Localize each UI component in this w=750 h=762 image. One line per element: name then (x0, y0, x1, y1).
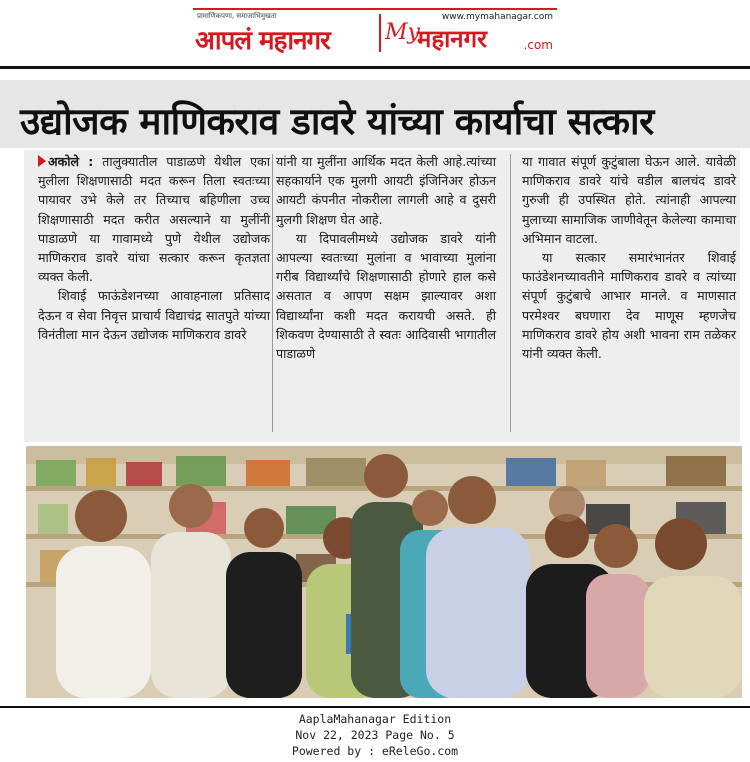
masthead-url[interactable]: www.mymahanagar.com (441, 12, 553, 22)
article-column-2 (276, 152, 496, 363)
masthead-right (383, 10, 557, 54)
footer-date-page: Nov 22, 2023 Page No. 5 (295, 728, 455, 742)
article-paragraph: या सत्कार समारंभानंतर शिवाई फाउंडेशनच्यावतीने माणिकराव डावरे व त्यांच्या संपूर्ण कुटुंबाचे आभार मानले. व माणसात परमेश्वर बघणारा देव माणूस म्हणजेच माणिकराव डावरे होय अशी भावना राम तळेकर यांनी व्यक्त केली. (522, 250, 736, 362)
footer-edition: AaplaMahanagar Edition (298, 712, 452, 726)
article-column-1 (38, 152, 270, 344)
article-column-3 (522, 152, 736, 363)
article-headline: उद्योजक माणिकराव डावरे यांच्या कार्याचा सत्कार (20, 100, 654, 143)
masthead-divider (379, 14, 381, 52)
masthead-my: My (385, 20, 420, 45)
column-divider (510, 154, 511, 432)
group-photo-icon (26, 446, 742, 698)
article-paragraph: या दिपावलीमध्ये उद्योजक डावरे यांनी आपल्या स्वतःच्या मुलांना व भावाच्या मुलांना गरीब विद्यार्थ्यांचे शिक्षणासाठी होणारे हाल कसे असतात व आपण सक्षम झाल्यावर अशा विद्यार्थ्यांना कशी मदत करायची असते. ही शिकवण देण्यासाठी ते स्वतः आदिवासी भागातील पाडाळणे (276, 230, 496, 362)
article-paragraph: या गावात संपूर्ण कुटुंबाला घेऊन आले. यावेळी माणिकराव डावरे यांचे वडील बालचंद डावरे गुरुजी ही उपस्थित होते. त्यांनाही आपल्या मुलाच्या सामाजिक जाणीवेतून केलेल्या कामाचा अभिमान वाटला. (522, 154, 736, 246)
dateline: अकोले : (48, 154, 94, 169)
masthead (0, 0, 750, 62)
footer-powered-by[interactable]: Powered by : eReleGo.com (291, 744, 459, 758)
headline-band (0, 80, 750, 148)
masthead-tagline: प्रामाणिकपणा, समाजाभिमुखता (197, 12, 277, 20)
masthead-left (193, 10, 383, 54)
column-divider (272, 154, 273, 432)
article-paragraph: यांनी या मुलींना आर्थिक मदत केली आहे.त्यांच्या सहकार्याने एक मुलगी आयटी इंजिनिअर होऊन आयटी कंपनीत नोकरीला लागली आहे व दुसरी मुलगी शिक्षण घेत आहे. (276, 154, 496, 227)
edition-footer (0, 711, 750, 762)
masthead-logo[interactable] (193, 8, 557, 54)
top-rule (0, 66, 750, 69)
masthead-dotcom: .com (523, 38, 553, 52)
paragraph-text: तालुक्यातील पाडाळणे येथील एका मुलीला शिक्षणासाठी मदत करून तिला स्वतःच्या पायावर उभे केले तर तिच्याच बहिणीला उच्च शिक्षणासाठी मदत करीत असल्याने या मुलींनी पाडाळणे या गावामध्ये पुणे येथील उद्योजक माणिकराव डावरे यांचा सत्कार करून कृतज्ञता व्यक्त केली. (38, 154, 270, 285)
article-body (24, 150, 740, 442)
article-paragraph (38, 152, 270, 286)
masthead-name-left: आपलं महानगर (195, 26, 330, 56)
masthead-name-right: महानगर (417, 25, 487, 53)
article-paragraph: शिवाई फाऊंडेशनच्या आवाहनाला प्रतिसाद देऊन व सेवा निवृत्त प्राचार्य विद्याचंद्र सातपुते यांच्या विनंतीला मान देऊन उद्योजक माणिकराव डावरे (38, 288, 270, 342)
photo-illustration (26, 446, 742, 698)
dateline-arrow-icon (38, 155, 46, 167)
footer-rule (0, 706, 750, 708)
